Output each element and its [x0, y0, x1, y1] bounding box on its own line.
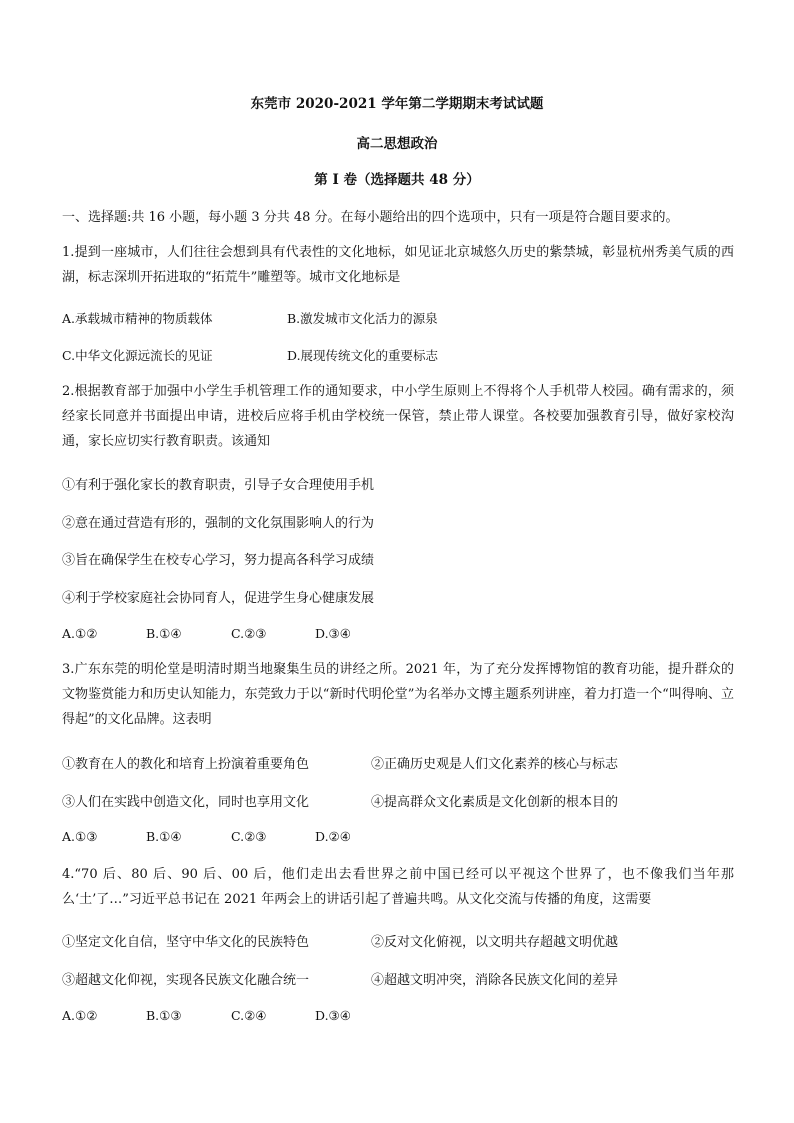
q2-option-a: A.①② [62, 626, 98, 641]
q2-statement-3: ③旨在确保学生在校专心学习，努力提高各科学习成绩 [62, 553, 375, 568]
question-1-stem: 1.提到一座城市，人们往往会想到具有代表性的文化地标，如见证北京城悠久历史的紫禁城，彰显杭州秀美气质的西湖，标志深圳开拓进取的“拓荒牛”雕塑等。城市文化地标是 [62, 245, 734, 285]
q2-option-d: D.③④ [315, 626, 351, 641]
q3-statement-3: ③人们在实践中创造文化，同时也享用文化 [62, 795, 310, 810]
q2-option-c: C.②③ [231, 626, 267, 641]
question-4-stem: 4.“70 后、80 后、90 后、00 后，他们走出去看世界之前中国已经可以平视这个世界了，也不像我们当年那么‘土’了…”习近平总书记在 2021 年两会上的讲话引起了普遍共鸣。从文化交流与传播的角度，这需要 [62, 867, 734, 907]
q3-option-c: C.②③ [231, 829, 267, 844]
question-3-stem: 3.广东东莞的明伦堂是明清时期当地聚集生员的讲经之所。2021 年，为了充分发挥博物馆的教育功能，提升群众的文物鉴赏能力和历史认知能力，东莞致力于以“新时代明伦堂”为名举办文博主题系列讲座，着力打造一个“叫得响、立得起”的文化品牌。这表明 [62, 662, 734, 727]
q3-option-b: B.①④ [146, 829, 182, 844]
q4-option-a: A.①② [62, 1008, 98, 1023]
q4-statement-4: ④超越文明冲突，消除各民族文化间的差异 [371, 973, 619, 988]
q4-option-c: C.②④ [231, 1008, 267, 1023]
q4-option-d: D.③④ [315, 1008, 351, 1023]
q4-statement-2: ②反对文化俯视，以文明共存超越文明优越 [371, 935, 619, 950]
q2-statement-4: ④利于学校家庭社会协同育人，促进学生身心健康发展 [62, 591, 375, 606]
q3-statement-1: ①教育在人的教化和培育上扮演着重要角色 [62, 757, 310, 772]
q4-option-b: B.①③ [146, 1008, 182, 1023]
subject-title: 高二思想政治 [356, 136, 438, 152]
question-2-stem: 2.根据教育部于加强中小学生手机管理工作的通知要求，中小学生原则上不得将个人手机带人校园。确有需求的，须经家长同意并书面提出申请，进校后应将手机由学校统一保管，禁止带人课堂。各校要加强教育引导，做好家校沟通，家长应切实行教育职责。该通知 [62, 384, 734, 449]
q4-statement-3: ③超越文化仰视，实现各民族文化融合统一 [62, 973, 310, 988]
instructions: 一、选择题:共 16 小题，每小题 3 分共 48 分。在每小题给出的四个选项中，只有一项是符合题目要求的。 [62, 210, 679, 225]
exam-title: 东莞市 2020-2021 学年第二学期期末考试试题 [250, 96, 544, 112]
q3-statement-2: ②正确历史观是人们文化素养的核心与标志 [371, 757, 619, 772]
q2-statement-1: ①有利于强化家长的教育职责，引导子女合理使用手机 [62, 478, 375, 493]
q3-statement-4: ④提高群众文化素质是文化创新的根本目的 [371, 795, 619, 810]
q1-option-c: C.中华文化源远流长的见证 [62, 348, 213, 363]
q1-option-b: B.激发城市文化活力的源泉 [287, 311, 438, 326]
q1-option-a: A.承载城市精神的物质载体 [62, 311, 213, 326]
q1-option-d: D.展现传统文化的重要标志 [287, 348, 439, 363]
q2-statement-2: ②意在通过营造有形的，强制的文化氛围影响人的行为 [62, 516, 375, 531]
section-title: 第 I 卷（选择题共 48 分） [314, 172, 480, 188]
q3-option-a: A.①③ [62, 829, 98, 844]
q2-option-b: B.①④ [146, 626, 182, 641]
q4-statement-1: ①坚定文化自信，坚守中华文化的民族特色 [62, 935, 310, 950]
q3-option-d: D.②④ [315, 829, 351, 844]
